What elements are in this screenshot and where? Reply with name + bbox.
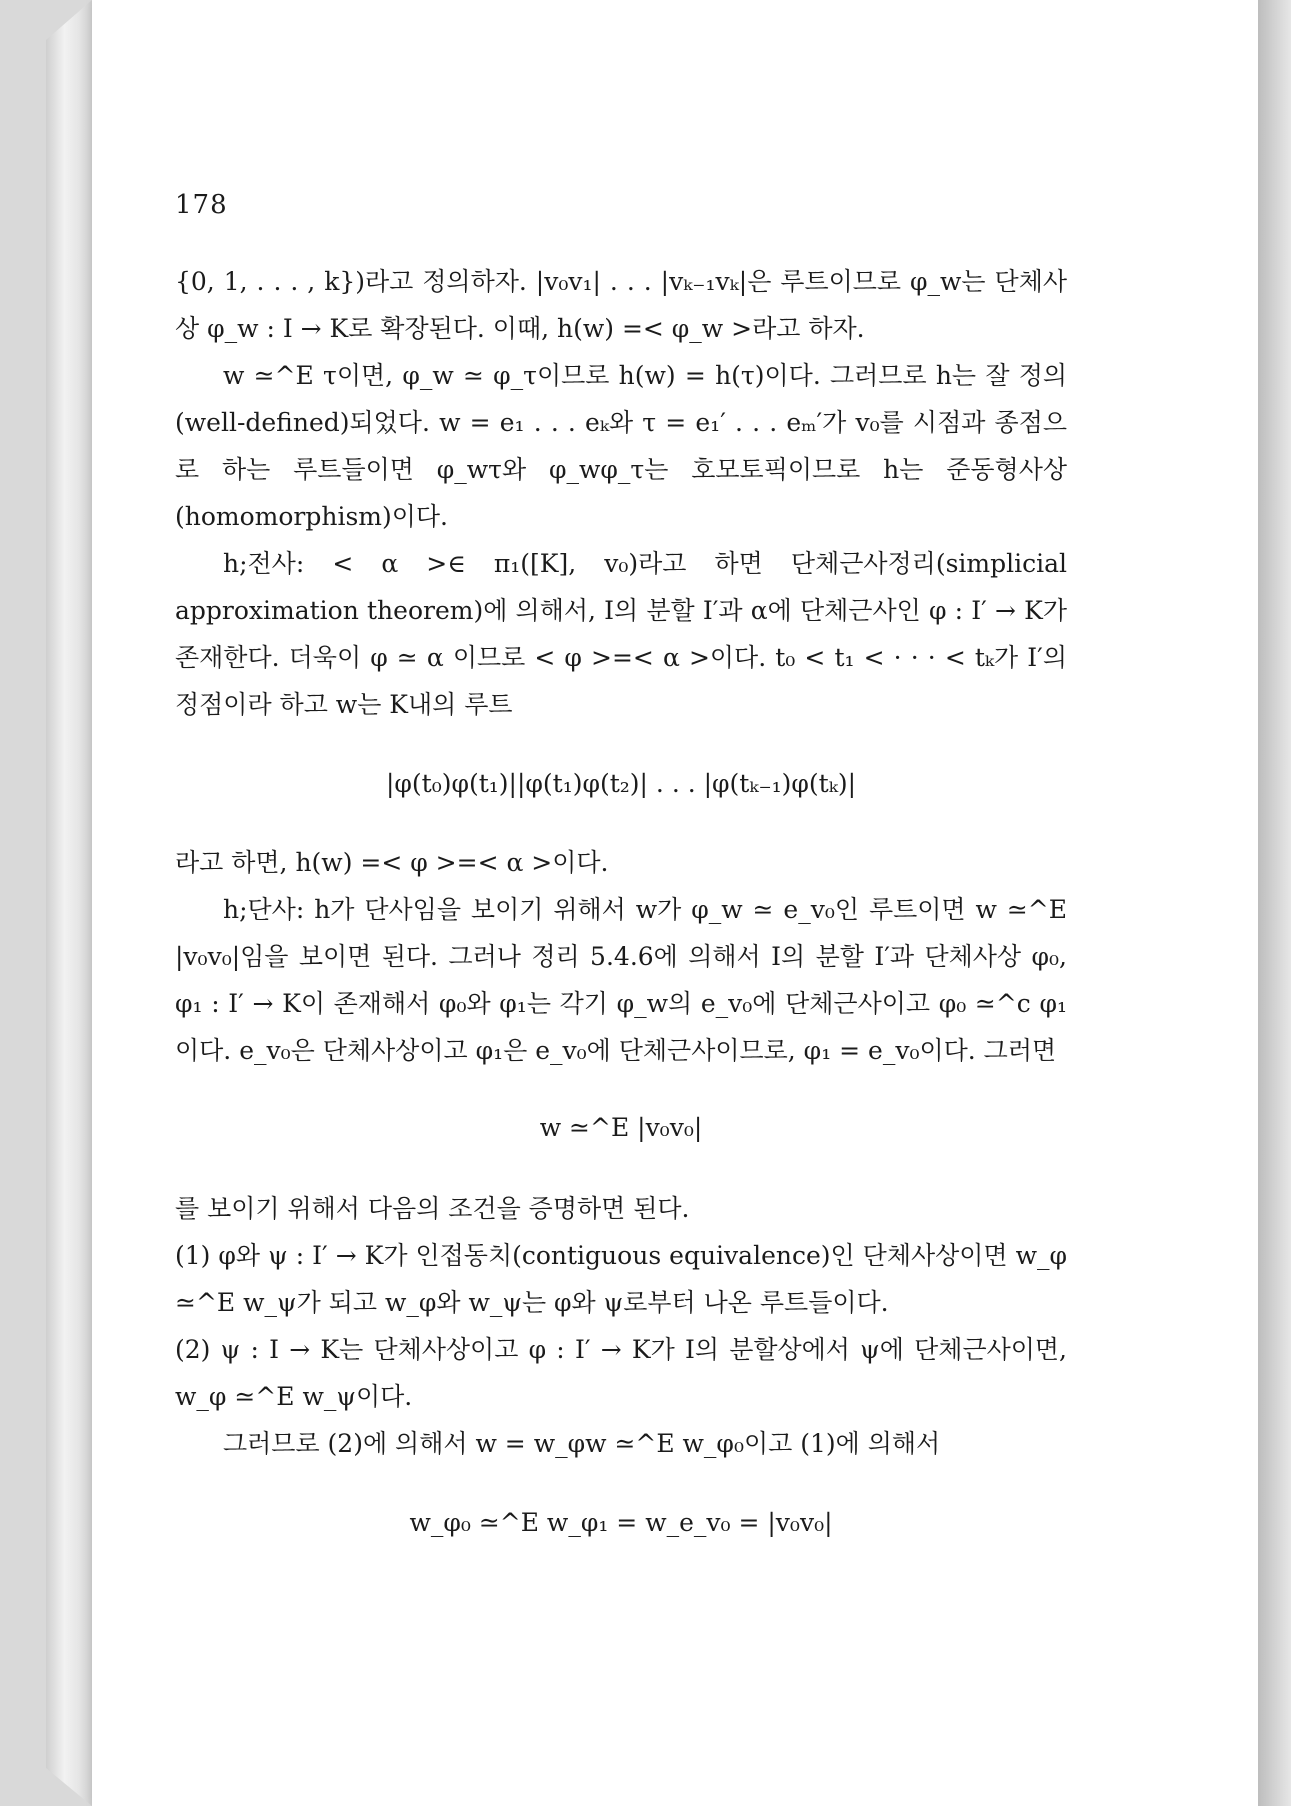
book-spine — [46, 0, 92, 1806]
paragraph-7: 그러므로 (2)에 의해서 w = w_φw ≃^E w_φ₀이고 (1)에 의해서 — [223, 1429, 941, 1458]
page-content — [175, 190, 1067, 1546]
paragraph-6: 를 보이기 위해서 다음의 조건을 증명하면 된다. — [175, 1194, 690, 1223]
paragraph-5: h;단사: h가 단사임을 보이기 위해서 w가 φ_w ≃ e_v₀인 루트이면 w ≃^E |v₀v₀|임을 보이면 된다. 그러나 정리 5.4.6에 의해서 I의 분할 I′과 단체사상 φ₀, φ₁ : I′ → K이 존재해서 φ₀와 φ₁는 각기 φ_w의 e_v₀에 단체근사이고 φ₀ ≃^c φ₁이다. e_v₀은 단체사상이고 φ₁은 e_v₀에 단체근사이므로, φ₁ = e_v₀이다. 그러면 — [175, 895, 1067, 1065]
display-equation-3: w_φ₀ ≃^E w_φ₁ = w_e_v₀ = |v₀v₀| — [409, 1508, 833, 1537]
paragraph-4: 라고 하면, h(w) =< φ >=< α >이다. — [175, 848, 609, 877]
condition-1: (1) φ와 ψ : I′ → K가 인접동치(contiguous equivalence)인 단체사상이면 w_φ ≃^E w_ψ가 되고 w_φ와 w_ψ는 φ와 ψ로부터 나온 루트들이다. — [175, 1241, 1067, 1317]
paragraph-2: w ≃^E τ이면, φ_w ≃ φ_τ이므로 h(w) = h(τ)이다. 그러므로 h는 잘 정의(well-defined)되었다. w = e₁ . . . eₖ와 τ = e₁′ . . . eₘ′가 v₀를 시점과 종점으로 하는 루트들이면 φ_wτ와 φ_wφ_τ는 호모토픽이므로 h는 준동형사상(homomorphism)이다. — [175, 361, 1067, 531]
display-equation-2: w ≃^E |v₀v₀| — [539, 1113, 703, 1142]
condition-2: (2) ψ : I → K는 단체사상이고 φ : I′ → K가 I의 분할상에서 ψ에 단체근사이면, w_φ ≃^E w_ψ이다. — [175, 1335, 1067, 1411]
page-edge-shadow — [1258, 0, 1291, 1806]
page-number: 178 — [175, 190, 228, 220]
display-equation-1: |φ(t₀)φ(t₁)||φ(t₁)φ(t₂)| . . . |φ(tₖ₋₁)φ(tₖ)| — [385, 769, 857, 798]
paragraph-1: {0, 1, . . . , k})라고 정의하자. |v₀v₁| . . . |vₖ₋₁vₖ|은 루트이므로 φ_w는 단체사상 φ_w : I → K로 확장된다. 이때, h(w) =< φ_w >라고 하자. — [175, 267, 1067, 343]
paragraph-3: h;전사: < α >∈ π₁([K], v₀)라고 하면 단체근사정리(simplicial approximation theorem)에 의해서, I의 분할 I′과 α에 단체근사인 φ : I′ → K가 존재한다. 더욱이 φ ≃ α 이므로 < φ >=< α >이다. t₀ < t₁ < · · · < tₖ가 I′의 정점이라 하고 w는 K내의 루트 — [175, 549, 1067, 719]
